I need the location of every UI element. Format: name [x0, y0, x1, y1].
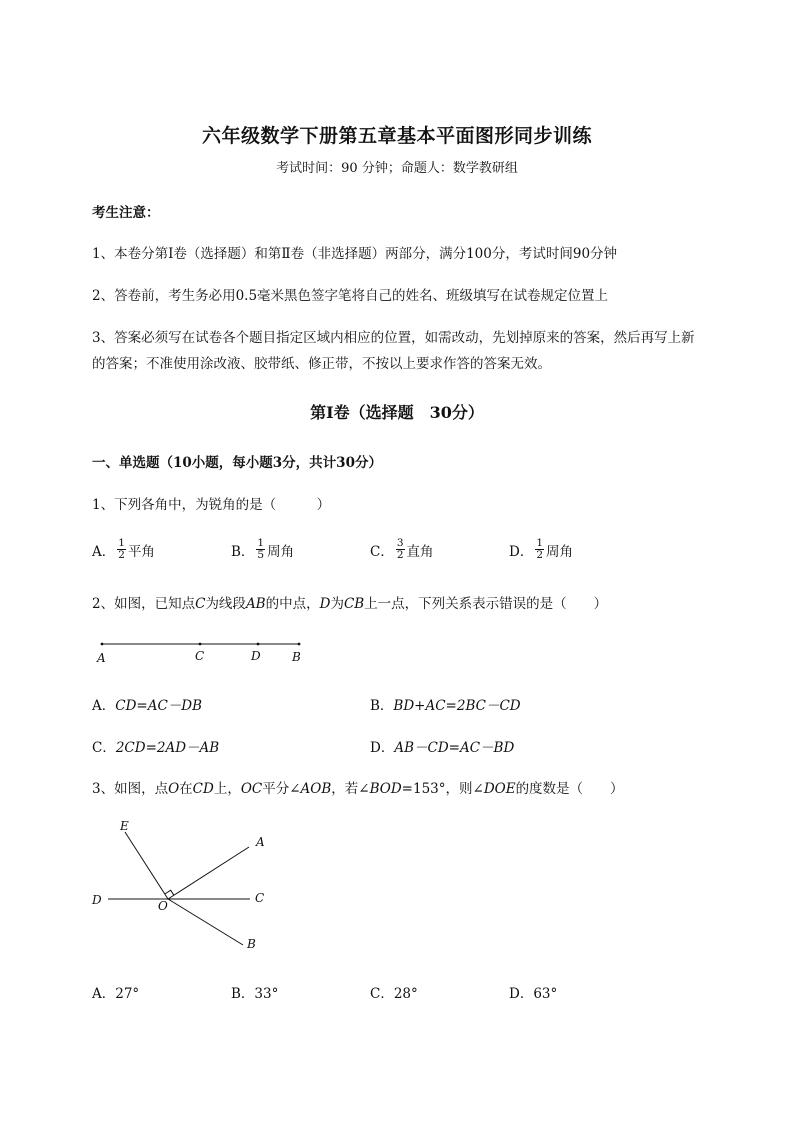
option-label: A．: [92, 986, 116, 1002]
label-c: C: [255, 891, 265, 905]
notice-item: 1、本卷分第Ⅰ卷（选择题）和第Ⅱ卷（非选择题）两部分，满分100分，考试时间90分钟: [92, 246, 618, 262]
option-text: 27°: [115, 986, 140, 1002]
math-var: O: [168, 781, 180, 797]
question-2-stem: [92, 592, 607, 612]
option-text: 2CD=2AD－AB: [115, 740, 220, 756]
option-label: D．: [370, 740, 395, 756]
point-a: [101, 643, 104, 646]
label-d: D: [92, 893, 102, 907]
label-e: E: [120, 819, 129, 833]
fraction: [117, 538, 126, 561]
q2-option-a[interactable]: [92, 694, 202, 714]
math-var: D: [319, 596, 331, 612]
option-text: 周角: [267, 543, 295, 560]
q2-option-d[interactable]: [370, 736, 514, 756]
option-label: C．: [92, 740, 116, 756]
denominator: 2: [118, 549, 125, 561]
math-var: CB: [343, 596, 365, 612]
page-title: 六年级数学下册第五章基本平面图形同步训练: [201, 125, 592, 147]
stem-text: ，若∠: [331, 781, 370, 797]
q3-option-a[interactable]: [92, 982, 139, 1002]
numerator: 1: [536, 537, 544, 549]
notice-item-continued: 的答案；不准使用涂改液、胶带纸、修正带，不按以上要求作答的答案无效。: [92, 356, 551, 372]
option-text: 33°: [254, 986, 279, 1002]
q2-option-b[interactable]: [370, 694, 521, 714]
stem-text: 为线段: [205, 596, 246, 612]
option-text: CD=AC－DB: [115, 698, 203, 714]
notice-heading: 考生注意：: [92, 205, 160, 221]
right-angle-mark: [165, 890, 174, 895]
denominator: 2: [396, 549, 404, 561]
math-var: OC: [240, 781, 263, 797]
label-c: C: [195, 649, 205, 663]
denominator: 5: [257, 549, 265, 561]
option-label: A．: [92, 543, 116, 560]
stem-text: =153°，则∠: [401, 781, 484, 797]
q1-option-a[interactable]: [92, 538, 155, 561]
q3-option-d[interactable]: [509, 982, 557, 1002]
label-a: A: [97, 651, 106, 665]
option-text: 63°: [533, 986, 558, 1002]
math-var: BOD: [369, 781, 402, 797]
math-var: CD: [192, 781, 214, 797]
stem-text: 的度数是（ ）: [515, 781, 624, 797]
math-var: AOB: [300, 781, 332, 797]
question-3-stem: [92, 777, 624, 797]
segment-diagram: [90, 630, 320, 670]
numerator: 3: [396, 537, 404, 549]
q2-option-c[interactable]: [92, 736, 219, 756]
stem-text: 的中点，: [265, 596, 320, 612]
math-var: AB: [245, 596, 266, 612]
angle-diagram: [85, 812, 285, 957]
option-label: D．: [509, 543, 534, 560]
label-d: D: [251, 649, 261, 663]
option-text: BD+AC=2BC－CD: [393, 698, 521, 714]
section-title: 第Ⅰ卷（选择题 30分）: [310, 403, 484, 422]
option-label: B．: [231, 986, 255, 1002]
ray-oe: [125, 832, 168, 899]
stem-text: 在: [179, 781, 193, 797]
option-text: 平角: [127, 543, 155, 560]
stem-text: 2、如图，已知点: [92, 596, 196, 612]
q3-option-c[interactable]: [370, 982, 418, 1002]
notice-item: 3、答案必须写在试卷各个题目指定区域内相应的位置，如需改动，先划掉原来的答案，然后再写上新: [92, 330, 695, 346]
label-b: B: [292, 650, 301, 664]
question-1-stem: 1、下列各角中，为锐角的是（ ）: [92, 497, 331, 513]
option-label: B．: [370, 698, 394, 714]
label-o: O: [158, 899, 168, 913]
fraction: [535, 538, 544, 561]
option-text: 周角: [546, 543, 574, 560]
stem-text: 平分∠: [262, 781, 301, 797]
q1-option-b[interactable]: [231, 538, 294, 561]
math-var: C: [195, 596, 206, 612]
ray-ob: [168, 899, 243, 945]
part-heading: 一、单选题（10小题，每小题3分，共计30分）: [92, 455, 382, 471]
numerator: 1: [118, 537, 125, 549]
stem-text: 为: [330, 596, 344, 612]
stem-text: 3、如图，点: [92, 781, 169, 797]
label-b: B: [247, 937, 256, 951]
option-text: AB－CD=AC－BD: [394, 740, 515, 756]
point-c: [199, 643, 202, 646]
option-label: C．: [370, 543, 394, 560]
q1-option-c[interactable]: [370, 538, 434, 561]
option-text: 28°: [393, 986, 418, 1002]
exam-info: 考试时间：90 分钟；命题人：数学教研组: [276, 161, 518, 176]
stem-text: 上，: [213, 781, 241, 797]
fraction: [256, 538, 265, 561]
option-label: D．: [509, 986, 534, 1002]
option-text: 直角: [406, 543, 434, 560]
notice-item: 2、答卷前，考生务必用0.5毫米黑色签字笔将自己的姓名、班级填写在试卷规定位置上: [92, 288, 609, 304]
point-b: [298, 643, 301, 646]
q3-option-b[interactable]: [231, 982, 278, 1002]
stem-text: 上一点，下列关系表示错误的是（ ）: [364, 596, 608, 612]
point-d: [257, 643, 260, 646]
q1-option-d[interactable]: [509, 538, 573, 561]
option-label: B．: [231, 543, 255, 560]
math-var: DOE: [483, 781, 516, 797]
label-a: A: [256, 835, 265, 849]
fraction: [396, 538, 405, 561]
ray-oa: [168, 847, 249, 899]
denominator: 2: [536, 549, 544, 561]
option-label: C．: [370, 986, 394, 1002]
numerator: 1: [257, 537, 265, 549]
option-label: A．: [92, 698, 116, 714]
